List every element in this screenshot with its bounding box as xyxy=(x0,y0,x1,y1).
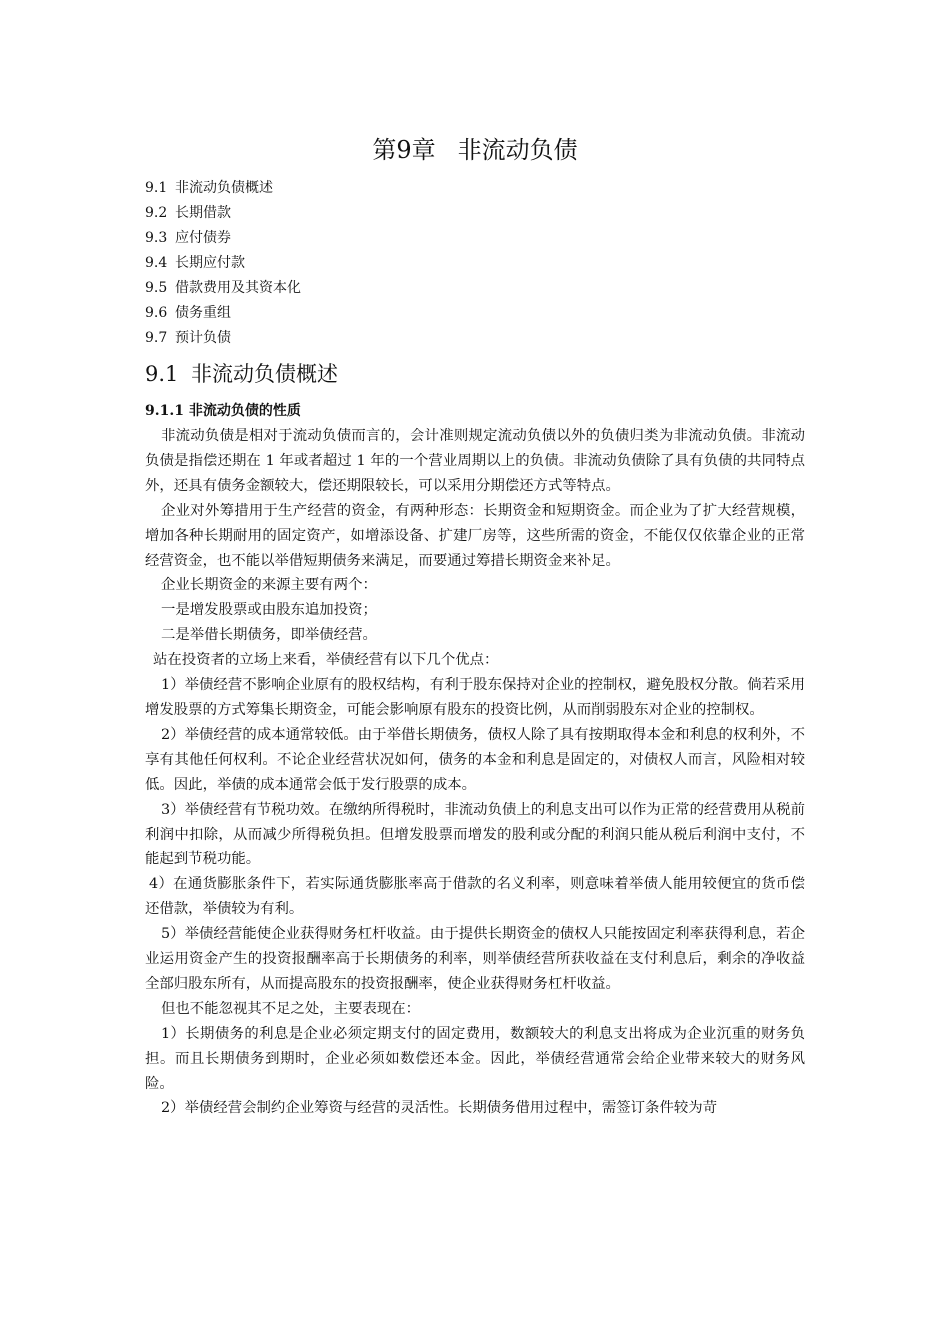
body-paragraph: 但也不能忽视其不足之处，主要表现在： xyxy=(161,1000,421,1017)
toc-item-number: 9.2 xyxy=(145,205,168,221)
body-paragraph: 站在投资者的立场上来看，举债经营有以下几个优点： xyxy=(153,652,499,669)
toc-item-number: 9.1 xyxy=(145,180,168,196)
section-heading xyxy=(145,357,805,391)
body-paragraph: 非流动负债是相对于流动负债而言的，会计准则规定流动负债以外的负债归类为非流动负债。非流动负债是指偿还期在 1 年或者超过 1 年的一个营业周期以上的负债。非流动负债除了具有负债的共同特点外，还具有债务金额较大，偿还期限较长，可以采用分期偿还方式等特点。 xyxy=(145,428,805,494)
toc-item-number: 9.3 xyxy=(145,230,168,246)
body-paragraph: 企业对外筹措用于生产经营的资金，有两种形态：长期资金和短期资金。而企业为了扩大经营规模，增加各种长期耐用的固定资产，如增添设备、扩建厂房等，这些所需的资金，不能仅仅依靠企业的正常经营资金，也不能以举借短期债务来满足，而要通过筹措长期资金来补足。 xyxy=(145,502,805,569)
toc-item xyxy=(145,201,805,226)
body-paragraph: 3）举债经营有节税功效。在缴纳所得税时，非流动负债上的利息支出可以作为正常的经营费用从税前利润中扣除，从而减少所得税负担。但增发股票而增发的股利或分配的利润只能从税后利润中支付，不能起到节税功能。 xyxy=(145,801,805,868)
toc-item xyxy=(145,226,805,251)
body-paragraph: 4）在通货膨胀条件下，若实际通货膨胀率高于借款的名义利率，则意味着举债人能用较便宜的货币偿还借款，举债较为有利。 xyxy=(145,876,805,918)
toc-item-label: 预计负债 xyxy=(175,330,231,346)
toc-item-label: 应付债券 xyxy=(175,230,231,246)
document-page xyxy=(145,128,805,1121)
body-paragraph: 一是增发股票或由股东追加投资； xyxy=(161,602,377,619)
toc-item-label: 债务重组 xyxy=(175,305,231,321)
chapter-title xyxy=(145,128,805,172)
toc-item xyxy=(145,301,805,326)
toc-item-label: 借款费用及其资本化 xyxy=(175,280,301,296)
table-of-contents xyxy=(145,176,805,351)
body-paragraph: 企业长期资金的来源主要有两个： xyxy=(161,577,377,594)
body-paragraph: 1）举债经营不影响企业原有的股权结构，有利于股东保持对企业的控制权，避免股权分散。倘若采用增发股票的方式筹集长期资金，可能会影响原有股东的投资比例，从而削弱股东对企业的控制权。 xyxy=(145,677,805,718)
subsection-heading: 9.1.1 非流动负债的性质 xyxy=(145,403,301,419)
body-paragraph: 2）举债经营会制约企业筹资与经营的灵活性。长期债务借用过程中，需签订条件较为苛 xyxy=(161,1100,718,1117)
toc-item xyxy=(145,326,805,351)
section-name: 非流动负债概述 xyxy=(191,362,338,386)
toc-item-number: 9.6 xyxy=(145,305,168,321)
toc-item-number: 9.4 xyxy=(145,255,168,271)
toc-item-number: 9.5 xyxy=(145,280,168,296)
toc-item xyxy=(145,176,805,201)
toc-item xyxy=(145,251,805,276)
toc-item-number: 9.7 xyxy=(145,330,168,346)
toc-item xyxy=(145,276,805,301)
toc-item-label: 长期借款 xyxy=(175,205,231,221)
body-paragraph: 2）举债经营的成本通常较低。由于举借长期债务，债权人除了具有按期取得本金和利息的权利外，不享有其他任何权利。不论企业经营状况如何，债务的本金和利息是固定的，对债权人而言，风险相对较低。因此，举债的成本通常会低于发行股票的成本。 xyxy=(145,726,805,793)
toc-item-label: 非流动负债概述 xyxy=(175,180,273,196)
toc-item-label: 长期应付款 xyxy=(175,255,245,271)
body-paragraph: 1）长期债务的利息是企业必须定期支付的固定费用，数额较大的利息支出将成为企业沉重的财务负担。而且长期债务到期时，企业必须如数偿还本金。因此，举债经营通常会给企业带来较大的财务风险。 xyxy=(145,1025,805,1092)
chapter-number: 第9章 xyxy=(372,136,436,164)
body-paragraph: 二是举借长期债务，即举债经营。 xyxy=(161,627,377,644)
chapter-name: 非流动负债 xyxy=(457,136,578,164)
section-number: 9.1 xyxy=(145,362,179,386)
body-paragraph: 5）举债经营能使企业获得财务杠杆收益。由于提供长期资金的债权人只能按固定利率获得利息，若企业运用资金产生的投资报酬率高于长期债务的利率，则举债经营所获收益在支付利息后，剩余的净收益全部归股东所有，从而提高股东的投资报酬率，使企业获得财务杠杆收益。 xyxy=(145,926,805,992)
